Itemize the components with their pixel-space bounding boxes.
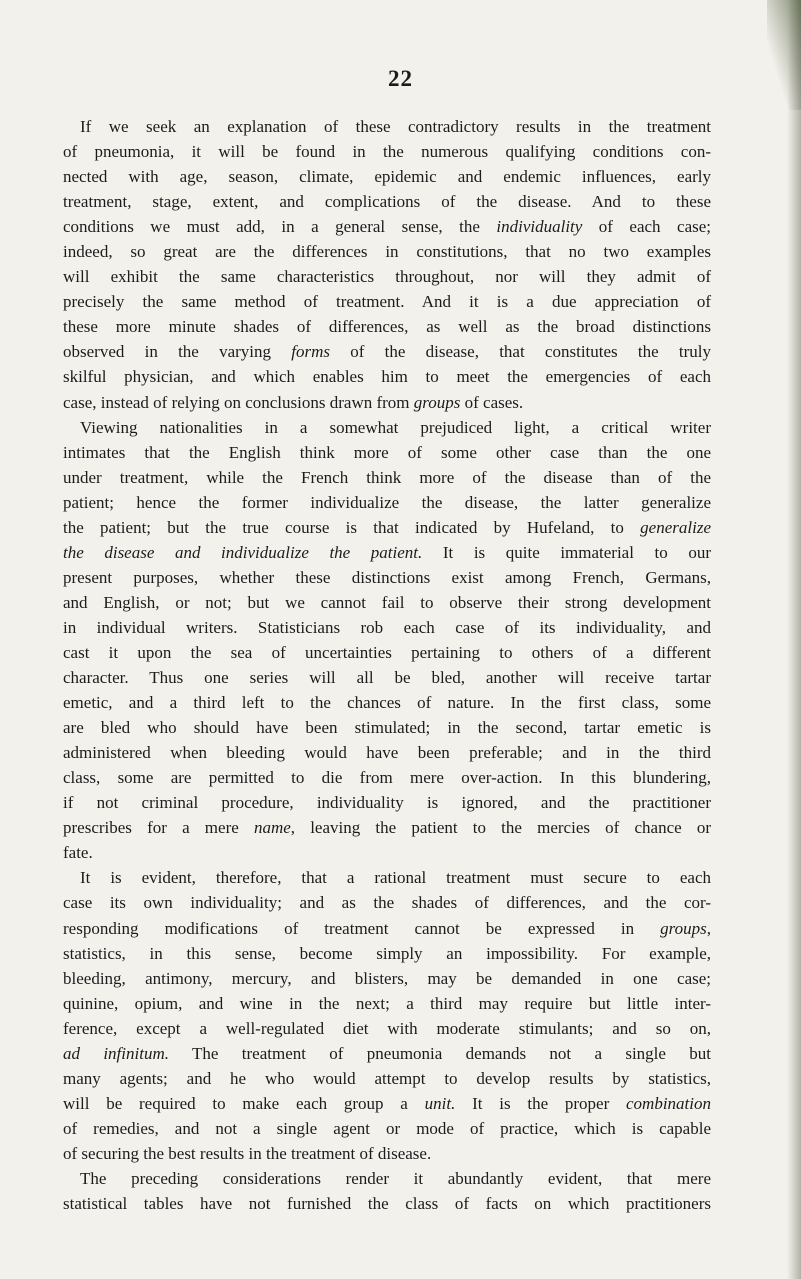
text-line: [63, 1016, 711, 1041]
italic-text-run: ad infinitum.: [63, 1043, 169, 1063]
text-run: cast it upon the sea of uncertainties pertaining to others of a different: [63, 642, 711, 662]
text-line: [63, 289, 711, 314]
italic-text-run: groups: [660, 918, 707, 938]
text-line: [63, 314, 711, 339]
italic-text-run: name: [253, 818, 291, 838]
text-line: [63, 890, 711, 915]
italic-text-run: individuality: [496, 217, 583, 237]
text-run: in individual writers. Statisticians rob each case of its individuality, and: [63, 617, 711, 637]
text-run: present purposes, whether these distinctions exist among French, Germans,: [63, 567, 711, 587]
italic-text-run: generalize: [640, 517, 711, 537]
text-run: The preceding considerations render it abundantly evident, that mere: [80, 1168, 711, 1188]
text-line: [63, 1166, 711, 1191]
italic-text-run: forms: [291, 342, 330, 362]
italic-text-run: groups: [413, 392, 461, 412]
text-line: [63, 139, 711, 164]
text-run: treatment, stage, extent, and complications of the disease. And to these: [63, 192, 711, 212]
italic-text-run: combination: [626, 1093, 712, 1113]
text-run: precisely the same method of treatment. And it is a due appreciation of: [63, 292, 711, 312]
body-text: [63, 114, 711, 1216]
text-run: observed in the varying: [63, 342, 292, 362]
page-edge-shadow: [787, 0, 801, 1279]
text-line: [63, 916, 711, 941]
text-line: [63, 665, 711, 690]
text-line: [63, 515, 711, 540]
text-run: ference, except a well-regulated diet with moderate stimulants; and so on,: [63, 1018, 711, 1038]
text-line: [63, 339, 711, 364]
text-run: bleeding, antimony, mercury, and blisters, may be demanded in one case;: [63, 968, 711, 988]
text-run: are bled who should have been stimulated; in the second, tartar emetic is: [63, 718, 711, 738]
text-run: The treatment of pneumonia demands not a single but: [168, 1043, 711, 1063]
text-run: and English, or not; but we cannot fail to observe their strong development: [63, 592, 711, 612]
text-line: [63, 415, 711, 440]
text-line: [63, 1141, 711, 1166]
text-line: [63, 640, 711, 665]
text-line: [63, 740, 711, 765]
text-run: these more minute shades of differences, as well as the broad distinctions: [63, 317, 711, 337]
text-run: will be required to make each group a: [63, 1093, 425, 1113]
text-run: It is evident, therefore, that a rational treatment must secure to each: [80, 868, 711, 888]
text-line: [63, 615, 711, 640]
text-run: of securing the best results in the treatment of disease.: [63, 1143, 432, 1163]
text-run: statistical tables have not furnished the class of facts on which practitioners: [63, 1194, 711, 1214]
text-run: if not criminal procedure, individuality is ignored, and the practitioner: [63, 793, 711, 813]
text-line: [63, 189, 711, 214]
text-line: [63, 590, 711, 615]
text-run: character. Thus one series will all be bled, another will receive tartar: [63, 668, 711, 688]
text-run: many agents; and he who would attempt to develop results by statistics,: [63, 1068, 711, 1088]
text-line: [63, 790, 711, 815]
text-run: fate.: [63, 843, 93, 863]
text-line: [63, 540, 711, 565]
text-run: of remedies, and not a single agent or mode of practice, which is capable: [63, 1118, 711, 1138]
text-line: [63, 164, 711, 189]
text-run: indeed, so great are the differences in constitutions, that no two examples: [63, 242, 711, 262]
text-run: If we seek an explanation of these contradictory results in the treatment: [80, 117, 711, 136]
italic-text-run: unit.: [424, 1093, 456, 1113]
text-line: [63, 690, 711, 715]
text-run: prescribes for a mere: [63, 818, 254, 838]
text-run: under treatment, while the French think more of the disease than of the: [63, 467, 711, 487]
text-run: responding modifications of treatment cannot be expressed in: [63, 918, 661, 938]
text-line: [63, 440, 711, 465]
text-run: the patient; but the true course is that indicated by Hufeland, to: [63, 517, 641, 537]
text-line: [63, 390, 711, 415]
text-line: [63, 1091, 711, 1116]
text-run: of pneumonia, it will be found in the numerous qualifying conditions con-: [63, 142, 711, 162]
text-run: of the disease, that constitutes the truly: [329, 342, 711, 362]
text-line: [63, 941, 711, 966]
text-line: [63, 364, 711, 389]
text-run: Viewing nationalities in a somewhat prejudiced light, a critical writer: [80, 417, 711, 437]
text-line: [63, 1066, 711, 1091]
text-run: skilful physician, and which enables him to meet the emergencies of each: [63, 367, 711, 387]
text-run: patient; hence the former individualize the disease, the latter generalize: [63, 492, 711, 512]
text-line: [63, 565, 711, 590]
text-line: [63, 991, 711, 1016]
text-line: [63, 264, 711, 289]
text-line: [63, 840, 711, 865]
text-run: of cases.: [460, 392, 524, 412]
text-line: [63, 865, 711, 890]
text-run: It is the proper: [455, 1093, 627, 1113]
text-line: [63, 815, 711, 840]
text-run: intimates that the English think more of some other case than the one: [63, 442, 711, 462]
text-line: [63, 1116, 711, 1141]
text-run: emetic, and a third left to the chances of nature. In the first class, some: [63, 693, 711, 713]
text-run: administered when bleeding would have been preferable; and in the third: [63, 743, 711, 763]
text-line: [63, 490, 711, 515]
text-line: [63, 239, 711, 264]
text-line: [63, 1191, 711, 1216]
text-run: , leaving the patient to the mercies of chance or: [290, 818, 711, 838]
text-run: quinine, opium, and wine in the next; a third may require but little inter-: [63, 993, 711, 1013]
text-run: It is quite immaterial to our: [422, 542, 711, 562]
text-line: [63, 1041, 711, 1066]
text-run: ,: [706, 918, 711, 938]
text-line: [63, 465, 711, 490]
text-run: case its own individuality; and as the shades of differences, and the cor-: [63, 893, 711, 913]
text-run: class, some are permitted to die from mere over-action. In this blundering,: [63, 768, 711, 788]
text-run: statistics, in this sense, become simply an impossibility. For example,: [63, 943, 711, 963]
text-line: [63, 715, 711, 740]
text-line: [63, 765, 711, 790]
text-line: [63, 114, 711, 139]
text-run: case, instead of relying on conclusions drawn from: [63, 392, 414, 412]
italic-text-run: the disease and individualize the patient.: [63, 542, 423, 562]
text-run: conditions we must add, in a general sense, the: [63, 217, 497, 237]
text-run: will exhibit the same characteristics throughout, nor will they admit of: [63, 267, 711, 287]
text-line: [63, 214, 711, 239]
text-line: [63, 966, 711, 991]
page-number: 22: [388, 66, 413, 91]
text-run: of each case;: [582, 217, 711, 237]
text-run: nected with age, season, climate, epidemic and endemic influences, early: [63, 167, 711, 187]
